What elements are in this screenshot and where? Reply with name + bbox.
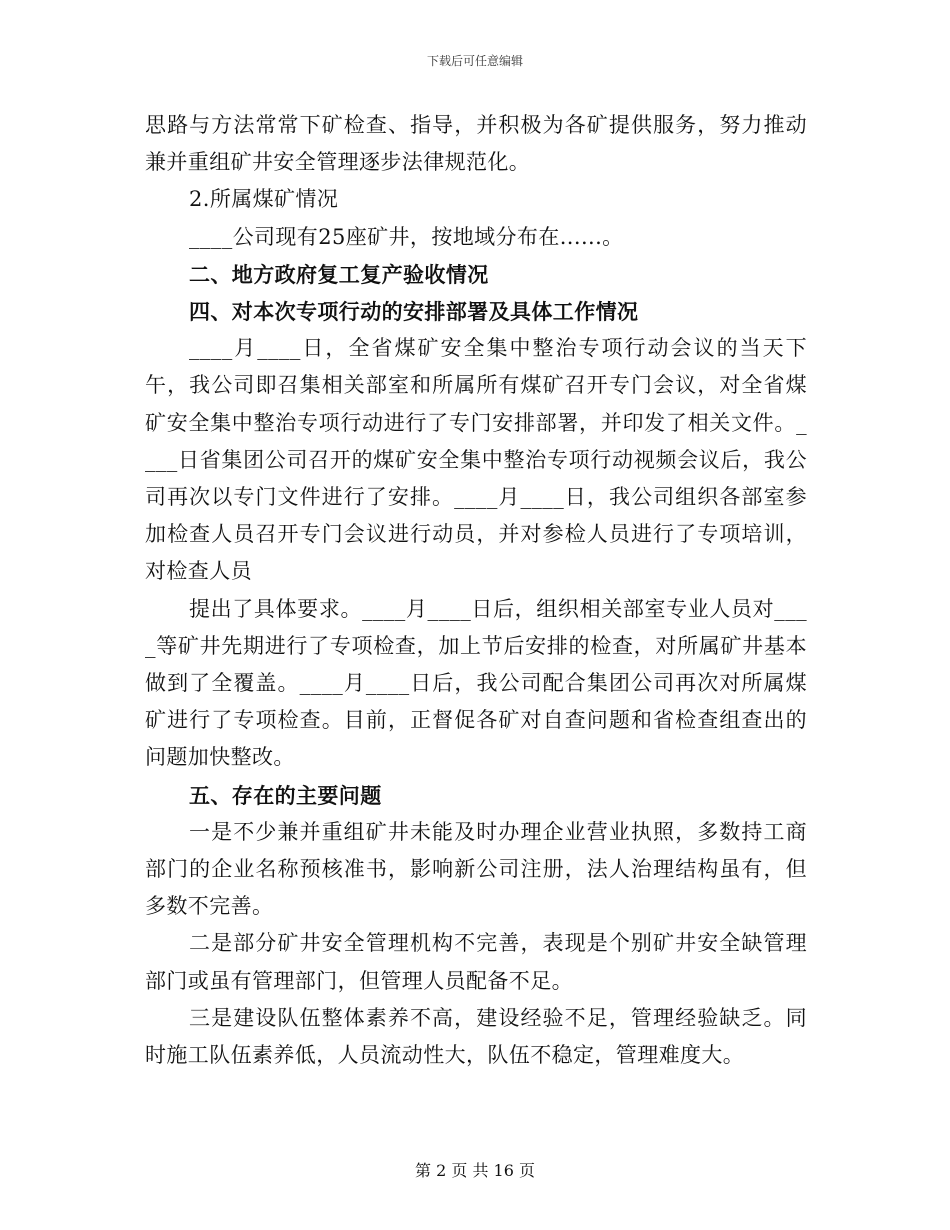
paragraph-4: ____月____日，全省煤矿安全集中整治专项行动会议的当天下午，我公司即召集相关部室和所属所有煤矿召开专门会议，对全省煤矿安全集中整治专项行动进行了专门安排部署，并印发了相关文件。____日省集团公司召开的煤矿安全集中整治专项行动视频会议后，我公司再次以专门文件进行了安排。____月____日，我公司组织各部室参加检查人员召开专门会议进行动员，并对参检人员进行了专项培训，对检查人员 (145, 336, 807, 584)
paragraph-8: 三是建设队伍整体素养不高，建设经验不足，管理经验缺乏。同时施工队伍素养低，人员流动性大，队伍不稳定，管理难度大。 (145, 1005, 807, 1068)
section-heading-4: 四、对本次专项行动的安排部署及具体工作情况 (189, 299, 639, 325)
paragraph-7: 二是部分矿井安全管理机构不完善，表现是个别矿井安全缺管理部门或虽有管理部门，但管理人员配备不足。 (145, 931, 807, 993)
section-heading-2: 二、地方政府复工复产验收情况 (189, 261, 489, 287)
page-header: 下载后可任意编辑 (426, 54, 523, 68)
paragraph-6: 一是不少兼并重组矿井未能及时办理企业营业执照，多数持工商部门的企业名称预核准书，影响新公司注册，法人治理结构虽有，但多数不完善。 (145, 819, 807, 919)
paragraph-2: 2.所属煤矿情况 (189, 187, 339, 212)
section-heading-5: 五、存在的主要问题 (189, 782, 382, 808)
paragraph-5: 提出了具体要求。____月____日后，组织相关部室专业人员对____等矿井先期进行了专项检查，加上节后安排的检查，对所属矿井基本做到了全覆盖。____月____日后，我公司配合集团公司再次对所属煤矿进行了专项检查。目前，正督促各矿对自查问题和省检查组查出的问题加快整改。 (145, 596, 807, 770)
document-body (145, 107, 807, 1074)
paragraph-1: 思路与方法常常下矿检查、指导，并积极为各矿提供服务，努力推动兼并重组矿井安全管理逐步法律规范化。 (145, 113, 807, 175)
paragraph-3: ____公司现有25座矿井，按地域分布在......。 (189, 224, 624, 249)
page-footer: 第 2 页 共 16 页 (415, 1161, 535, 1180)
